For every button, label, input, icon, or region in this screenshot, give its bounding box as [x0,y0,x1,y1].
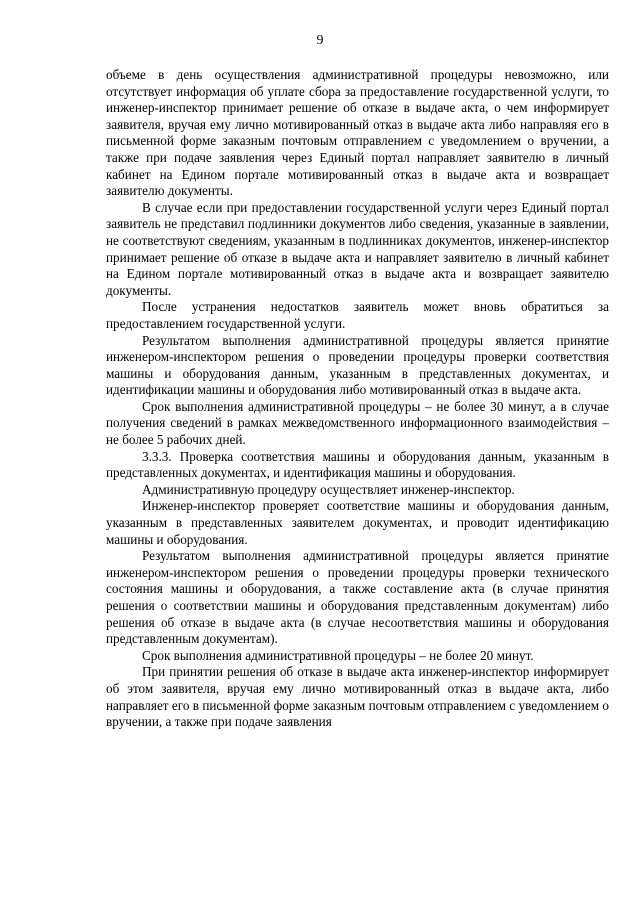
page-number: 9 [316,33,324,48]
section-heading-paragraph: 3.3.3. Проверка соответствия машины и оборудования данным, указанным в представленных документах, и идентификация машины и оборудования. [106,448,609,481]
paragraph: Результатом выполнения административной процедуры является принятие инженером-инспектором решения о проведении процедуры проверки соответствия машины и оборудования данным, указанным в представленных документах, и идентификации машины и оборудования либо мотивированный отказ в выдаче акта. [106,332,609,398]
document-body [106,67,609,731]
paragraph: Результатом выполнения административной процедуры является принятие инженером-инспектором решения о проведении процедуры проверки технического состояния машины и оборудования, а также составление акта (в случае принятия решения о соответствии машины и оборудования представленным документам) либо решения об отказе в выдаче акта (в случае несоответствия машины и оборудования представленным документам). [106,548,609,647]
paragraph: Инженер-инспектор проверяет соответствие машины и оборудования данным, указанным в представленных заявителем документах, и проводит идентификацию машины и оборудования. [106,498,609,547]
paragraph: Срок выполнения административной процедуры – не более 30 минут, а в случае получения сведений в рамках межведомственного информационного взаимодействия – не более 5 рабочих дней. [106,398,609,448]
paragraph: Административную процедуру осуществляет инженер-инспектор. [142,481,515,497]
paragraph: После устранения недостатков заявитель может вновь обратиться за предоставлением государственной услуги. [106,299,609,331]
paragraph: объеме в день осуществления административной процедуры невозможно, или отсутствует информация об уплате сбора за предоставление государственной услуги, то инженер-инспектор принимает решение об отказе в выдаче акта, о чем информирует заявителя, вручая ему лично мотивированный отказ в выдаче акта либо направляя его в письменной форме заказным почтовым отправлением с уведомлением о вручении, а также при подаче заявления через Единый портал направляет заявителю в личный кабинет на Едином портале мотивированный отказ в выдаче акта и возвращает заявителю документы. [106,67,609,199]
paragraph: В случае если при предоставлении государственной услуги через Единый портал заявитель не представил подлинники документов либо сведения, указанные в заявлении, не соответствуют сведениям, указанным в подлинниках документов, инженер-инспектор принимает решение об отказе в выдаче акта и направляет заявителю в личный кабинет на Едином портале мотивированный отказ в выдаче акта и возвращает заявителю документы. [106,199,609,298]
paragraph: Срок выполнения административной процедуры – не более 20 минут. [142,647,534,663]
paragraph: При принятии решения об отказе в выдаче акта инженер-инспектор информирует об этом заявителя, вручая ему лично мотивированный отказ в выдаче акта, либо направляет его в письменной форме заказным почтовым отправлением с уведомлением о вручении, а также при подаче заявления [106,664,609,730]
